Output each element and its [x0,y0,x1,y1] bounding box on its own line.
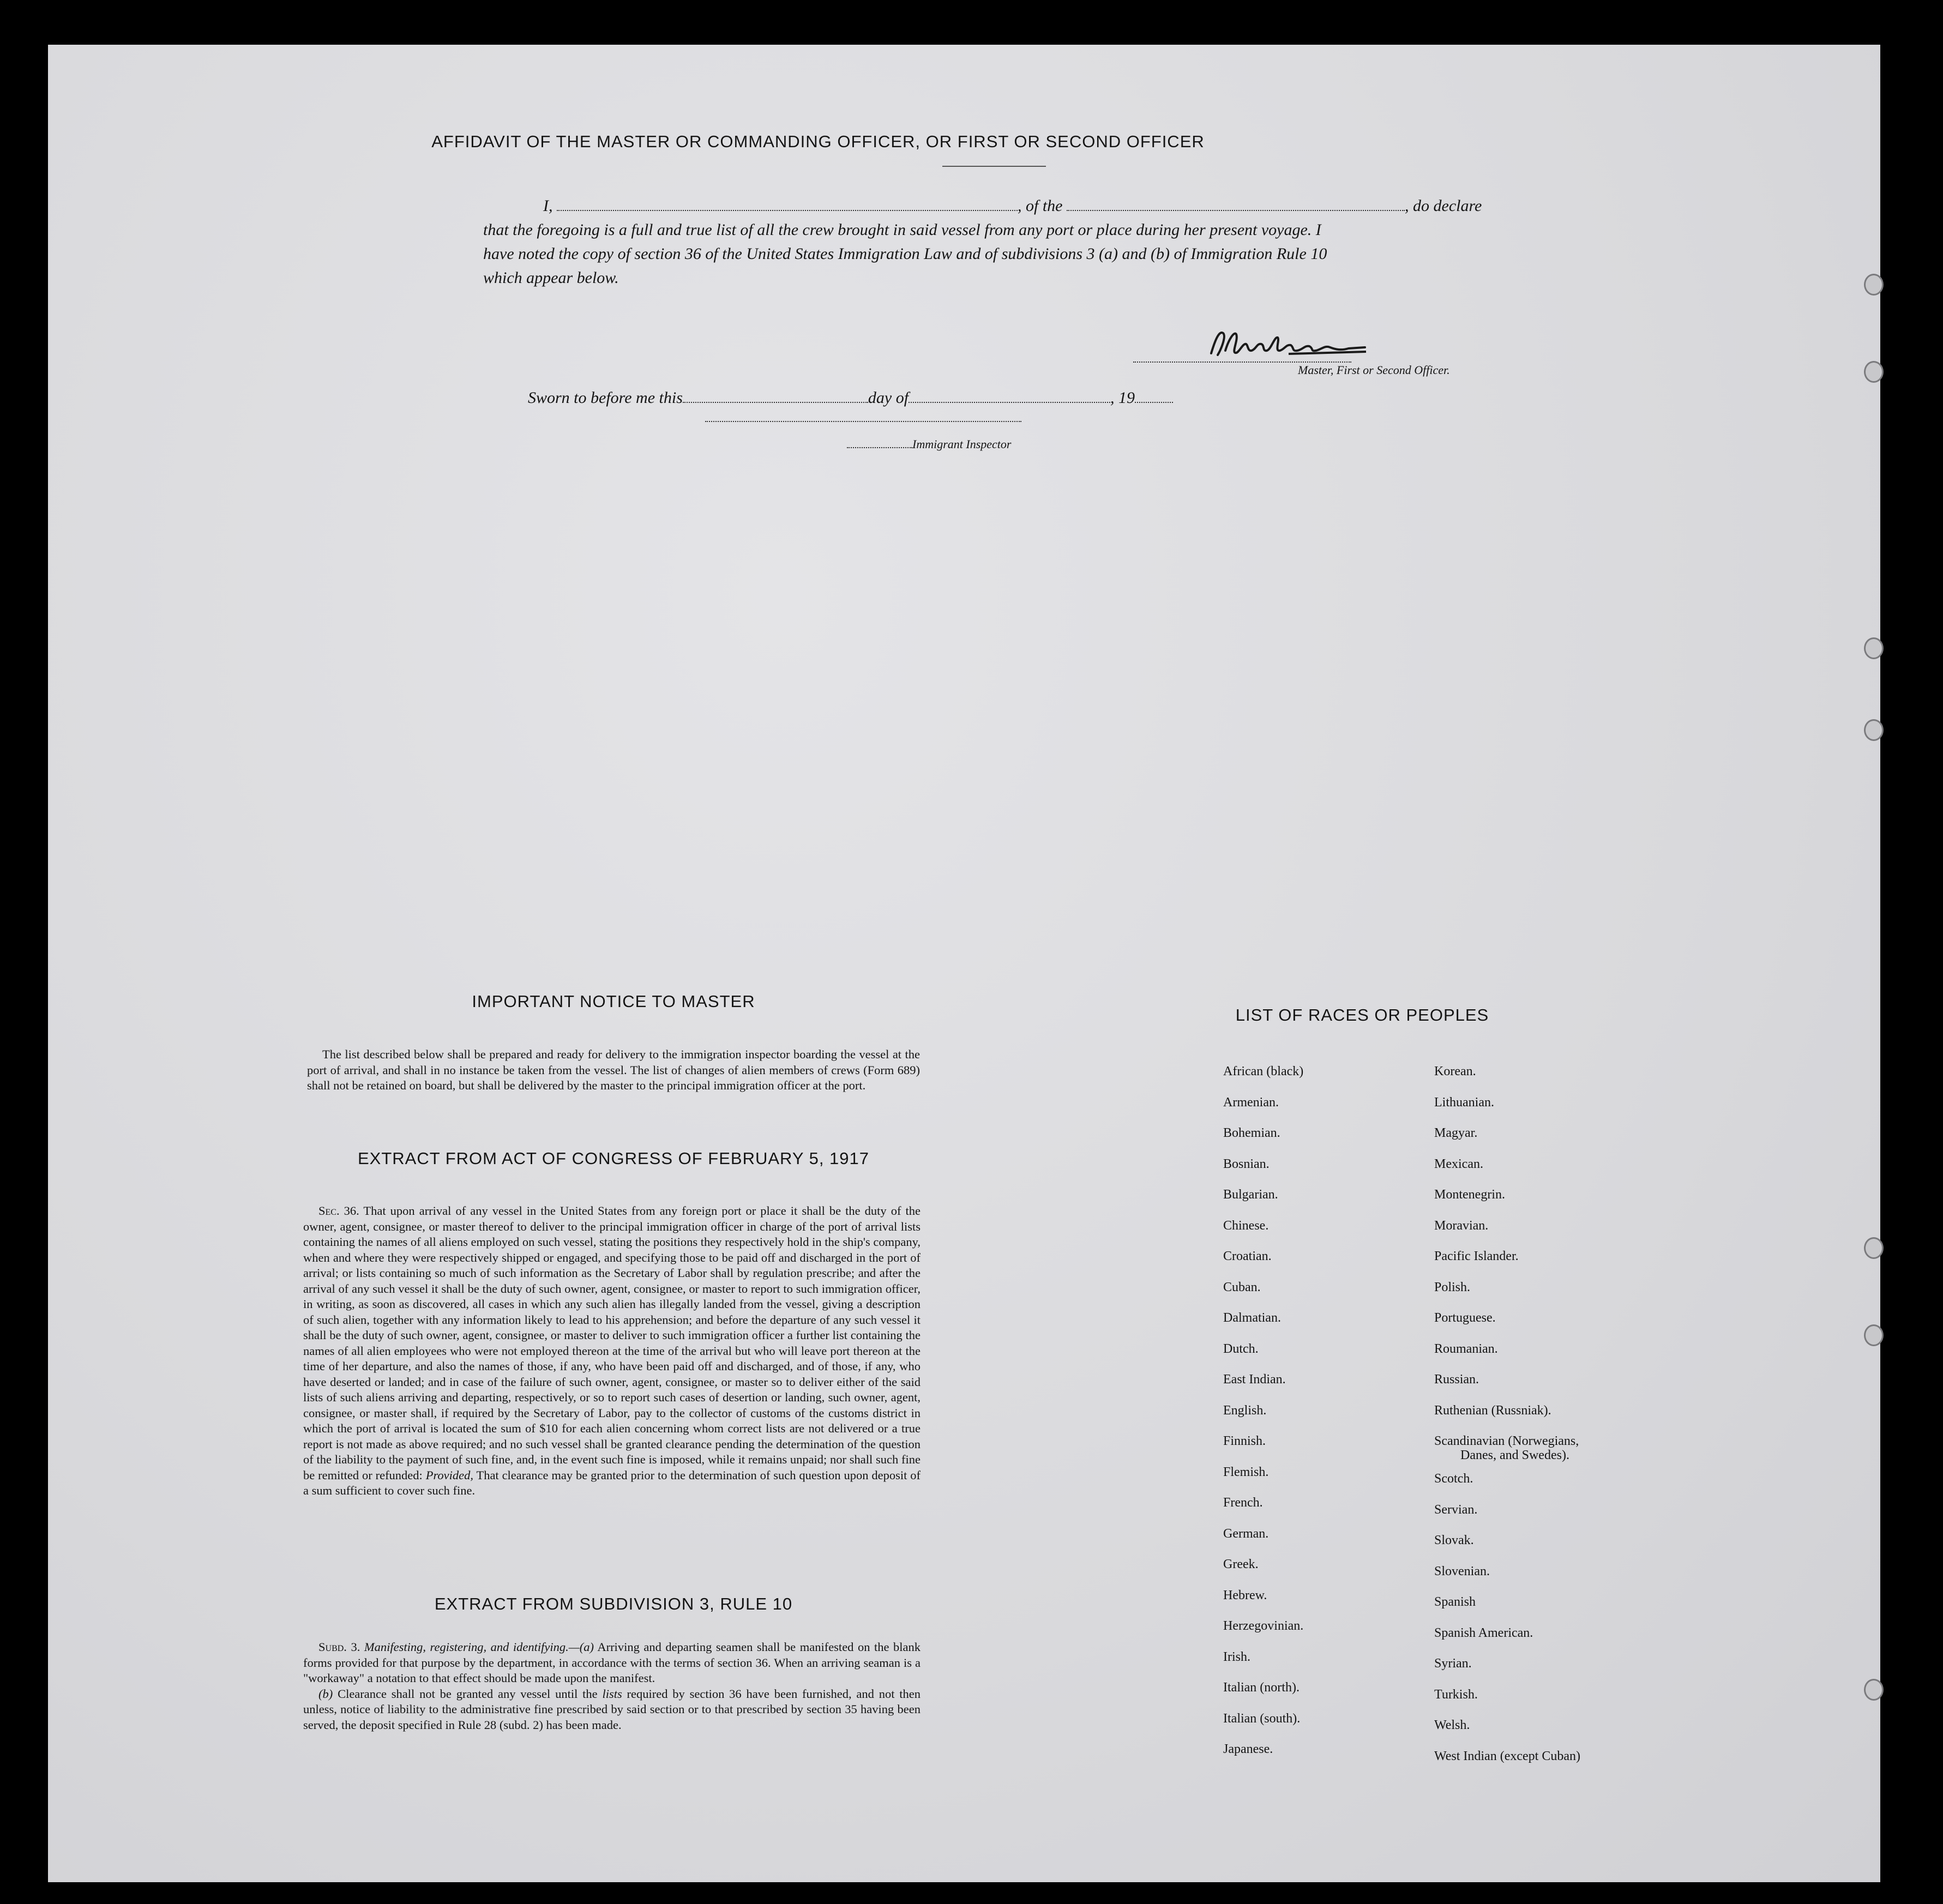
race-item: Spanish [1434,1595,1476,1609]
race-item: Japanese. [1223,1742,1273,1756]
race-item: Cuban. [1223,1280,1261,1294]
punch-hole [1864,1679,1884,1701]
sec-36-text: That upon arrival of any vessel in the United States from any foreign port or place it shall be the duty of the owner, agent, consignee, or master thereof to deliver to the principal immigration officer in charge of the port of arrival lists containing the names of all aliens employed on such vessel, stating the positions they respectively hold in the ship's company, when and where they were respectively shipped or engaged, and specifying those to be paid off and discharged in the port of arrival; or lists containing so much of such information as the Secretary of Labor shall by regulation prescribe; and after the arrival of any such vessel it shall be the duty of such owner, agent, consignee, or master to report to such immigration officer, in writing, as soon as discovered, all cases in which any such alien has illegally landed from the vessel, giving a description of such alien, together with any information likely to lead to his apprehension; and before the departure of any such vessel it shall be the duty of such owner, agent, consignee, or master to deliver to such immigration officer a further list containing the names of all alien employees who were not employed thereon at the time of the arrival but who will leave port thereon at the time of her departure, and also the names of those, if any, who have been paid off and discharged, and of those, if any, who have deserted or landed; and in case of the failure of such owner, agent, consignee, or master so to deliver either of the said lists of such aliens arriving and departing, respectively, or so to report such cases of desertion or landing, such owner, agent, consignee, or master shall, if required by the Secretary of Labor, pay to the collector of customs of the customs district in which the port of arrival is located the sum of $10 for each alien concerning whom correct lists are not delivered or a true report is not made as above required; and no such vessel shall be granted clearance pending the determination of the question of the liability to the payment of such fine, and, in the event such fine is imposed, while it remains unpaid; nor shall such fine be remitted or refunded: [303,1204,921,1482]
race-item: Roumanian. [1434,1341,1498,1356]
race-item: Korean. [1434,1064,1476,1078]
inspector-line [847,437,1011,451]
act-extract-text [303,1203,921,1499]
race-item: Turkish. [1434,1687,1478,1702]
punch-hole [1864,361,1884,383]
race-item: Croatian. [1223,1249,1272,1263]
affidavit-text: I, [543,197,553,215]
race-item: Hebrew. [1223,1588,1267,1602]
affidavit-text: , of the [1018,197,1063,215]
signature-caption: Master, First or Second Officer. [1298,363,1450,377]
notice-text: The list described below shall be prepared and ready for delivery to the immigration inspector boarding the vessel at the port of arrival, and shall in no instance be taken from the vessel. The list of changes of alien members of crews (Form 689) shall not be retained on board, but shall be delivered by the master to the principal immigration officer at the port. [307,1047,920,1092]
race-item: Italian (north). [1223,1680,1300,1695]
title-divider [942,166,1046,167]
race-item: East Indian. [1223,1372,1286,1387]
race-item: Finnish. [1223,1434,1266,1448]
race-item: Bulgarian. [1223,1188,1278,1202]
race-item: Armenian. [1223,1095,1279,1110]
affidavit-title: AFFIDAVIT OF THE MASTER OR COMMANDING OFFICER, OR FIRST OR SECOND OFFICER [431,132,1205,151]
subd-heading: Manifesting, registering, and identifying.—(a) [364,1640,594,1654]
race-item: Spanish American. [1434,1625,1533,1640]
race-item: Italian (south). [1223,1711,1301,1726]
race-item: Flemish. [1223,1465,1269,1479]
document-page [48,45,1880,1882]
subd-b-label: (b) [318,1686,333,1701]
subd-b-text: required by section 36 have been furnished, and not then unless, notice of liability to the administrative fine prescribed by said section or to that prescribed by section 35 having been served, the deposit specified in Rule 28 (subd. 2) has been made. [303,1686,921,1732]
race-item: German. [1223,1526,1269,1541]
race-item: Irish. [1223,1649,1250,1664]
race-item: Scandinavian (Norwegians, [1434,1434,1579,1448]
race-item: Dutch. [1223,1341,1259,1356]
race-item: Chinese. [1223,1218,1269,1233]
race-item: Mexican. [1434,1156,1483,1171]
race-item: English. [1223,1403,1267,1418]
affidavit-text: , do declare [1405,197,1482,215]
affidavit-body [483,194,1563,290]
notice-title: IMPORTANT NOTICE TO MASTER [472,992,755,1011]
punch-hole [1864,1324,1884,1346]
punch-hole [1864,274,1884,296]
master-name-field[interactable] [557,198,1018,211]
punch-hole [1864,1237,1884,1259]
race-item: African (black) [1223,1064,1304,1078]
sworn-year-field[interactable] [1135,390,1173,403]
signature-field[interactable] [1133,342,1351,363]
subd-b-lists: lists [602,1686,622,1701]
affidavit-text: have noted the copy of section 36 of the United States Immigration Law and of subdivisions 3 (a) and (b) of Immigration Rule 10 [483,245,1327,263]
rule-extract-title: EXTRACT FROM SUBDIVISION 3, RULE 10 [434,1594,793,1613]
race-item: Magyar. [1434,1126,1478,1140]
subd-b-text: Clearance shall not be granted any vessel until the [338,1686,598,1701]
sworn-text: day of [868,389,909,407]
race-item: Danes, and Swedes). [1460,1448,1569,1462]
proviso-label: Provided, [425,1468,473,1482]
sec-label: Sec. 36. [318,1204,359,1218]
race-item: Welsh. [1434,1718,1470,1732]
race-item: Scotch. [1434,1472,1473,1486]
race-item: Portuguese. [1434,1311,1496,1325]
race-item: Bosnian. [1223,1156,1270,1171]
inspector-caption: Immigrant Inspector [912,437,1012,451]
punch-hole [1864,719,1884,741]
subd-a-text: Arriving and departing seamen shall be manifested on the blank forms provided for that purpose by the department, in accordance with the terms of section 36. When an arriving seaman is a "workaway" a notation to that effect should be made upon the manifest. [303,1640,921,1685]
race-item: Herzegovinian. [1223,1619,1304,1633]
subd-label: Subd. 3. [318,1640,360,1654]
race-item: Slovenian. [1434,1564,1490,1578]
race-item: Ruthenian (Russniak). [1434,1403,1551,1418]
race-item: Syrian. [1434,1656,1472,1671]
race-item: Montenegrin. [1434,1188,1505,1202]
vessel-name-field[interactable] [1067,198,1405,211]
sworn-text: Sworn to before me this [528,389,683,407]
races-right-column [1434,1056,1580,1772]
punch-hole [1864,637,1884,659]
race-item: Russian. [1434,1372,1479,1387]
race-item: Polish. [1434,1280,1471,1294]
inspector-dots [847,439,912,448]
race-item: Moravian. [1434,1218,1489,1233]
race-item: Greek. [1223,1557,1259,1571]
sworn-text: , 19 [1110,389,1135,407]
race-item: Servian. [1434,1502,1478,1517]
inspector-signature-field[interactable] [705,394,1021,422]
race-item: Slovak. [1434,1533,1474,1547]
affidavit-text: which appear below. [483,269,619,287]
races-title: LIST OF RACES OR PEOPLES [1235,1005,1489,1025]
races-left-column [1223,1056,1303,1765]
handwritten-signature [1207,323,1370,361]
rule-extract-text [303,1640,921,1733]
proviso-text: That clearance may be granted prior to the determination of such question upon deposit of a sum sufficient to cover such fine. [303,1468,921,1497]
race-item: Bohemian. [1223,1126,1280,1140]
race-item: Pacific Islander. [1434,1249,1519,1263]
race-item: French. [1223,1496,1263,1510]
race-item: West Indian (except Cuban) [1434,1749,1580,1763]
race-item: Dalmatian. [1223,1311,1281,1325]
race-item: Lithuanian. [1434,1095,1494,1110]
affidavit-text: that the foregoing is a full and true list of all the crew brought in said vessel from any port or place during her present voyage. I [483,221,1321,239]
act-extract-title: EXTRACT FROM ACT OF CONGRESS OF FEBRUARY 5, 1917 [357,1149,870,1168]
